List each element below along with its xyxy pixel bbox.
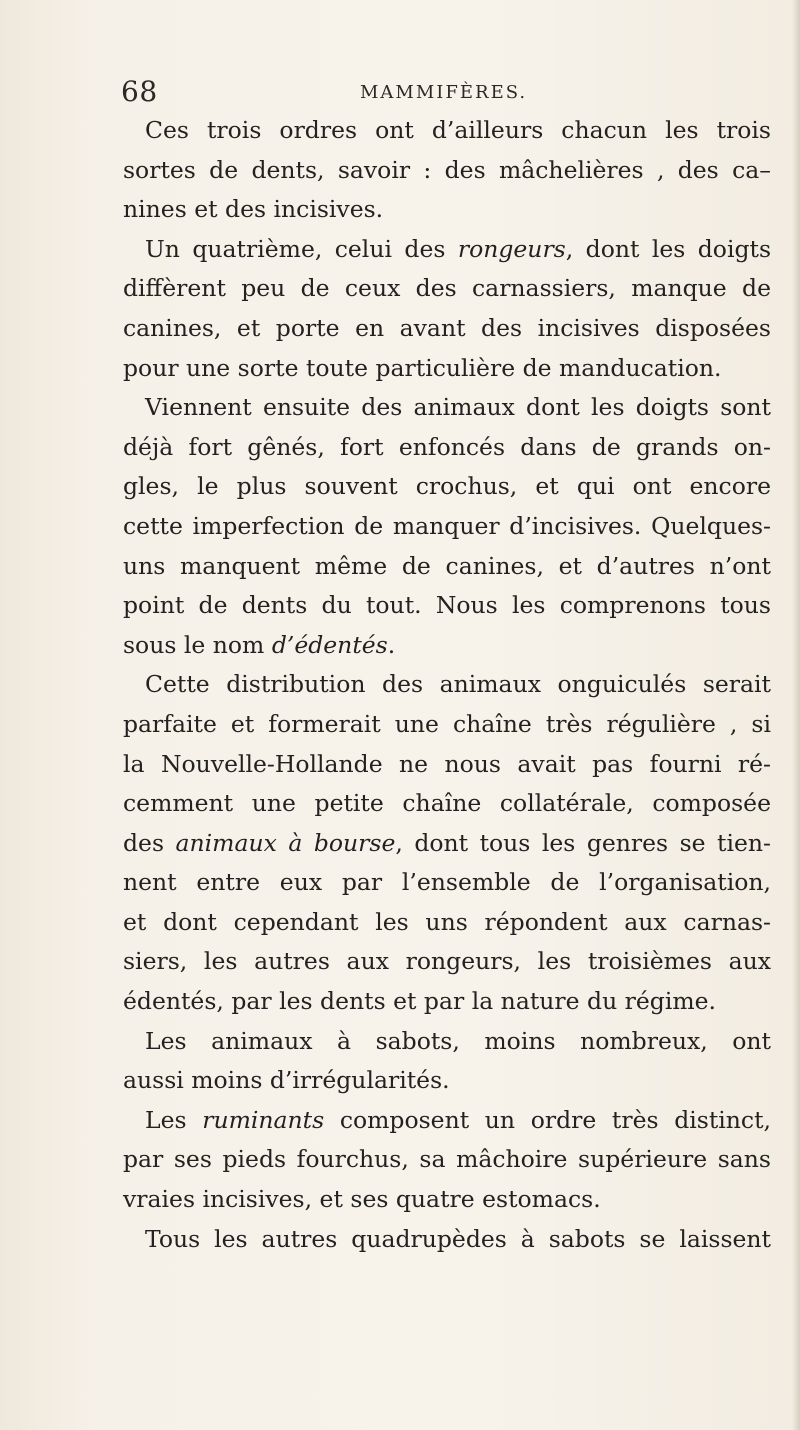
text-segment: sous le nom (123, 630, 272, 659)
running-head: MAMMIFÈRES. (360, 82, 528, 103)
text-line: sortes de dents, savoir : des mâchelières , des ca– (123, 155, 771, 184)
page-edge-shadow (792, 0, 800, 1430)
text-segment: Un quatrième, celui des (145, 234, 458, 263)
text-line (123, 626, 771, 666)
page-number: 68 (121, 75, 158, 108)
text-line: siers, les autres aux rongeurs, les troisièmes aux (123, 947, 771, 976)
text-line: Les animaux à sabots, moins nombreux, ont (145, 1026, 771, 1055)
text-segment: , dont tous les genres se tien- (395, 828, 771, 857)
text-segment: . (387, 630, 396, 659)
text-line: Tous les autres quadrupèdes à sabots se laissent (145, 1224, 771, 1253)
italic-term: d’édentés (271, 630, 388, 659)
text-segment: composent un ordre très distinct, (324, 1105, 771, 1134)
text-line: nent entre eux par l’ensemble de l’organisation, (123, 868, 771, 897)
body-text (123, 111, 771, 1259)
text-line: nines et des incisives. (123, 195, 384, 224)
text-line: Cette distribution des animaux onguiculés serait (145, 670, 771, 699)
text-segment: des (123, 828, 176, 857)
text-segment: Les (145, 1105, 203, 1134)
text-line: gles, le plus souvent crochus, et qui ont encore (123, 472, 771, 501)
text-line: parfaite et formerait une chaîne très régulière , si (123, 709, 771, 738)
text-line: cemment une petite chaîne collatérale, composée (123, 789, 771, 818)
text-line: diffèrent peu de ceux des carnassiers, manque de (123, 274, 771, 303)
text-line: et dont cependant les uns répondent aux carnas- (123, 907, 771, 936)
page-header (0, 76, 800, 108)
text-segment: , dont les doigts (565, 234, 772, 263)
text-line (123, 1101, 771, 1141)
italic-term: ruminants (202, 1105, 325, 1134)
text-line: uns manquent même de canines, et d’autres n’ont (123, 551, 771, 580)
text-line: pour une sorte toute particulière de manducation. (123, 353, 722, 382)
text-line: cette imperfection de manquer d’incisives. Quelques- (123, 511, 771, 540)
text-line: aussi moins d’irrégularités. (123, 1066, 450, 1095)
text-line (123, 824, 771, 864)
text-line: par ses pieds fourchus, sa mâchoire supérieure sans (123, 1145, 771, 1174)
text-line: déjà fort gênés, fort enfoncés dans de grands on- (123, 432, 771, 461)
text-line: vraies incisives, et ses quatre estomacs. (123, 1185, 601, 1214)
text-line: édentés, par les dents et par la nature du régime. (123, 987, 717, 1016)
italic-term: animaux à bourse (175, 828, 396, 857)
text-line: canines, et porte en avant des incisives disposées (123, 313, 771, 342)
text-line: Viennent ensuite des animaux dont les doigts sont (145, 393, 771, 422)
text-line (123, 230, 771, 270)
text-line: point de dents du tout. Nous les comprenons tous (123, 591, 771, 620)
text-line: Ces trois ordres ont d’ailleurs chacun les trois (145, 116, 771, 144)
text-line: la Nouvelle-Hollande ne nous avait pas fourni ré- (123, 749, 771, 778)
italic-term: rongeurs (457, 234, 566, 263)
